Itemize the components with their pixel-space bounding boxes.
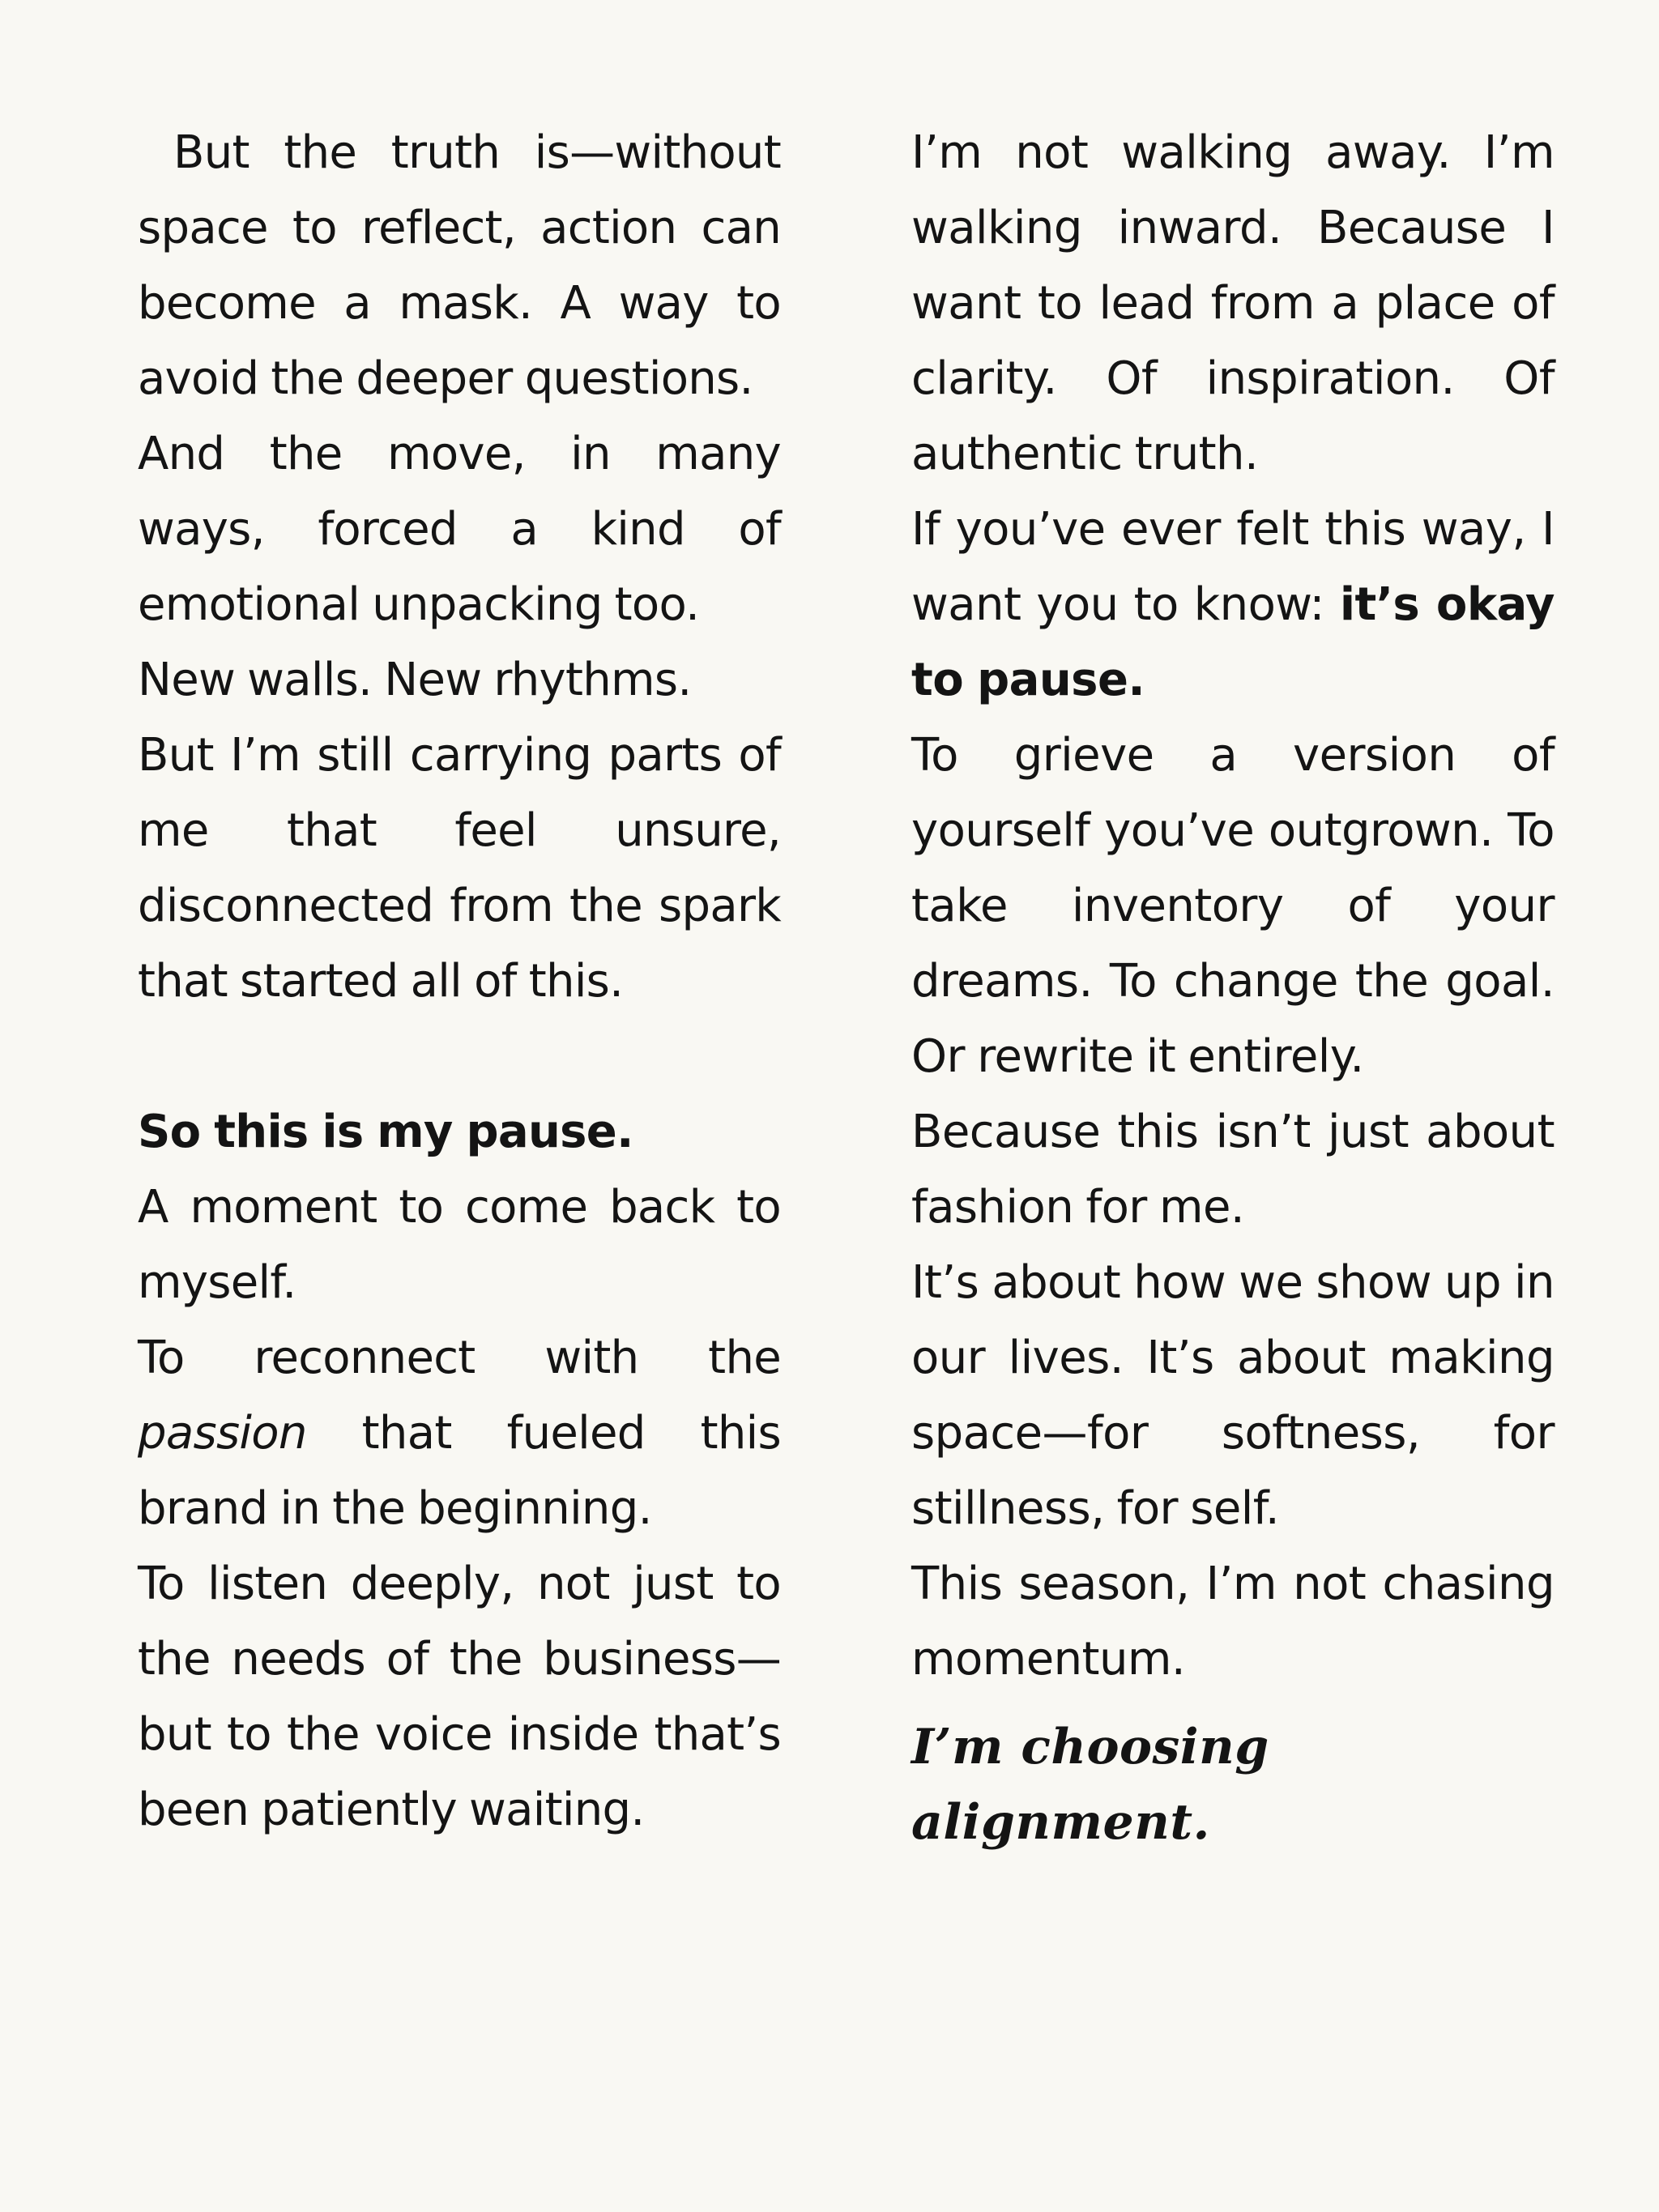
paragraph-fashion: Because this isn’t just about fashion for me. <box>911 1106 1555 1234</box>
reconnect-text-start: To reconnect with the <box>138 1332 781 1384</box>
paragraph-grieve: To grieve a version of yourself you’ve outgrown. To take inventory of your dreams. To change the goal. Or rewrite it entirely. <box>911 729 1555 1083</box>
passion-emphasis: passion <box>138 1407 307 1460</box>
paragraph-listen: To listen deeply, not just to the needs of the business—but to the voice inside that’s been patiently waiting. <box>138 1558 781 1836</box>
paragraph-felt-this-way <box>911 492 1555 718</box>
paragraph-show-up: It’s about how we show up in our lives. It’s about making space—for softness, for stillness, for self. <box>911 1256 1555 1535</box>
paragraph-moment: A moment to come back to myself. <box>138 1181 781 1309</box>
paragraph-truth: But the truth is—without space to reflect, action can become a mask. A way to avoid the deeper questions. <box>138 126 781 405</box>
reconnect-text-end: that fueled this brand in the beginning. <box>138 1407 781 1535</box>
paragraph-move: And the move, in many ways, forced a kind of emotional unpacking too. <box>138 428 781 631</box>
paragraph-new-walls: New walls. New rhythms. <box>138 654 692 706</box>
paragraph-carrying: But I’m still carrying parts of me that feel unsure, disconnected from the spark that started all of this. <box>138 729 781 1008</box>
paragraph-season: This season, I’m not chasing momentum. <box>911 1558 1555 1686</box>
paragraph-reconnect <box>138 1320 781 1546</box>
okay-to-pause-emphasis: it’s okay to pause. <box>911 578 1555 706</box>
left-column <box>138 115 781 1848</box>
paragraph-walking-inward: I’m not walking away. I’m walking inward. Because I want to lead from a place of clarity. Of inspiration. Of authentic truth. <box>911 126 1555 480</box>
closing-line: I’m choosing alignment. <box>911 1719 1269 1851</box>
felt-text: If you’ve ever felt this way, I want you to know: <box>911 503 1555 631</box>
paragraph-pause-heading: So this is my pause. <box>138 1106 633 1158</box>
right-column <box>911 115 1555 1909</box>
